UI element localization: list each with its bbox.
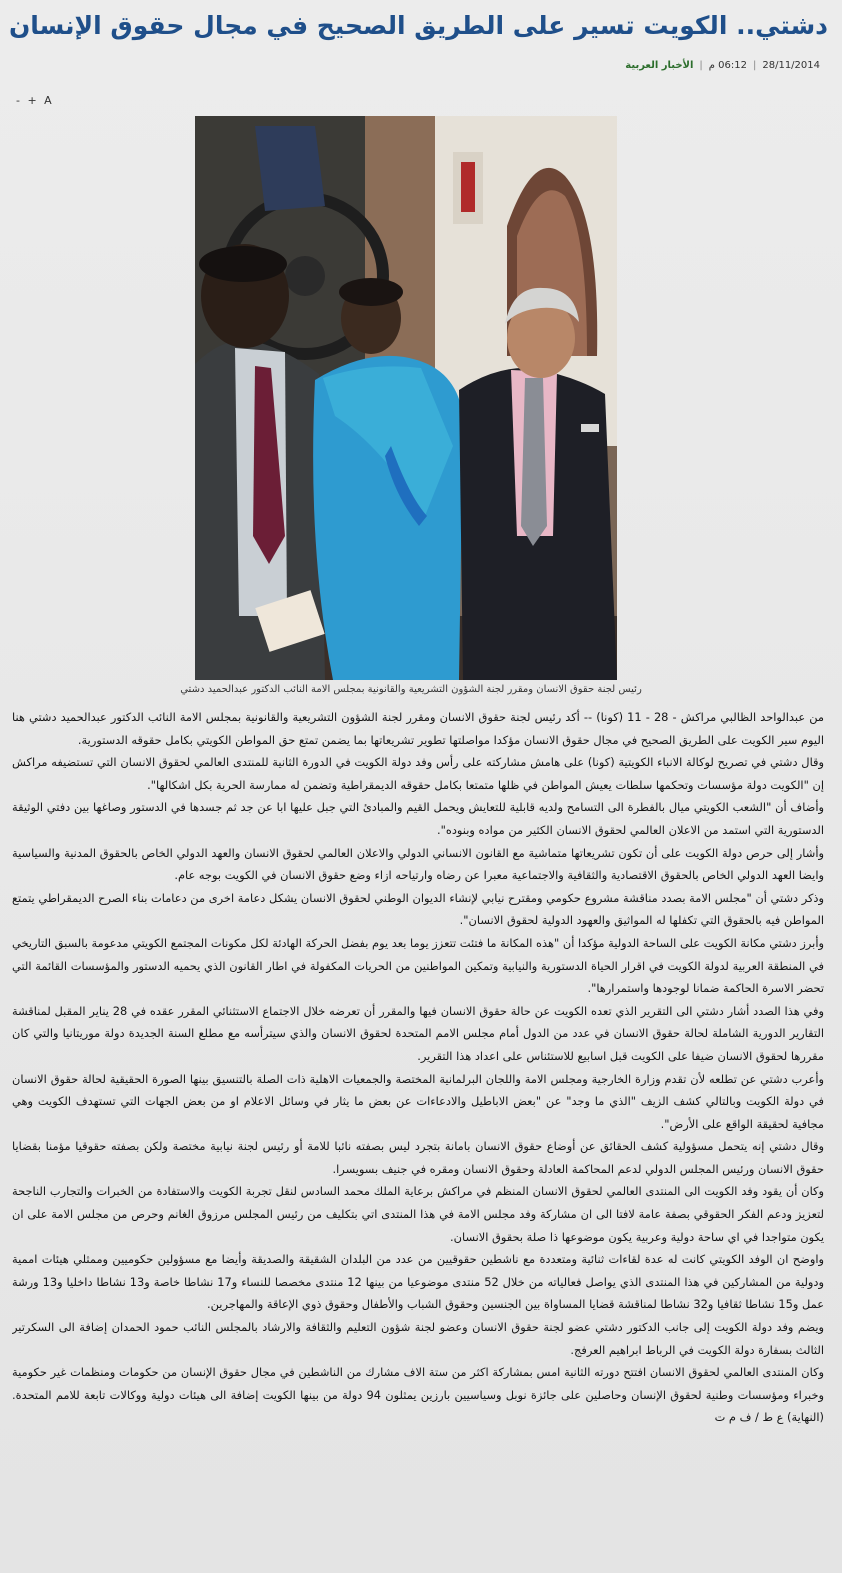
meta-separator: | xyxy=(752,60,757,71)
article-paragraph: وأبرز دشتي مكانة الكويت على الساحة الدولية مؤكدا أن "هذه المكانة ما فتئت تتعزز يوما بعد يوم بفضل الحركة الهادئة لكل مكونات المجتمع الكويتي مدعومة بالسبق التاريخي في المنطقة العربية لدولة الكويت في اقرار الحياة الدستورية والنيابية وتمكين المواطنين من الحريات المكفولة في اطار القانون الذي يحميه الدستور والمؤسسات القائمة التي تحضر الاسرة الحاكمة ضمانا لوجودها واستمرارها". xyxy=(12,935,824,996)
article-source[interactable]: الأخبار العربية xyxy=(625,60,694,71)
article-paragraph: وكان أن يقود وفد الكويت الى المنتدى العالمي لحقوق الانسان المنظم في مراكش برعاية الملك محمد السادس لنقل تجربة الكويت والاستفادة من الخبرات والتجارب الناجحة لتعزيز ودعم الفكر الحقوقي بصفة عامة لافتا الى ان مشاركة وفد مجلس الامة في هذا المنتدى اتي بتكليف من رئيس المجلس مرزوق الغانم وحرص من مجلس الامة على ان يكون متواجدا في اي ساحة دولية وعربية يكون موضوعها ذا صلة بحقوق الانسان. xyxy=(12,1184,824,1244)
article-paragraph: وأضاف أن "الشعب الكويتي ميال بالفطرة الى التسامح ولديه قابلية للتعايش ويحمل القيم والمبادئ التي جبل عليها ابا عن جد ثم جسدها في الدستور وصاغها بين دفتي الوثيقة الدستورية التي استمد من الاعلان العالمي لحقوق الانسان الكثير من مواده وبنوده". xyxy=(12,800,824,837)
article-paragraph: وقال دشتي في تصريح لوكالة الانباء الكويتية (كونا) على هامش مشاركته على رأس وفد دولة الكويت في الدورة الثانية للمنتدى العالمي لحقوق الانسان التي تستضيفه مراكش إن "الكويت دولة مؤسسات وتحكمها سلطات يعيش المواطن في ظلها متمتعا بكامل حقوقه الديمقراطية وتضمن له ممارسة الحرية بكل اشكالها". xyxy=(12,755,824,792)
photo-illustration xyxy=(195,116,617,680)
font-size-controls[interactable]: - + A xyxy=(16,94,54,107)
article-headline: دشتي.. الكويت تسير على الطريق الصحيح في مجال حقوق الإنسان xyxy=(8,11,828,40)
article-paragraph: واوضح ان الوفد الكويتي كانت له عدة لقاءات ثنائية ومتعددة مع ناشطين حقوقيين من عدد من البلدان الشقيقة والصديقة وأيضا مع مسؤولين حكوميين وممثلي هيئات اممية ودولية من المشاركين في هذا المنتدى الذي يواصل فعالياته من خلال 52 منتدى موضوعيا من بينها 12 منتدى مخصصا للنساء و17 نشاطا خاصة و13 نشاطا داخليا و13 ورشة عمل و15 نشاطا ثقافيا و32 نشاطا لمناقشة قضايا المساواة بين الجنسين وحقوق الشباب والأطفال وحقوق ذوي الإعاقة والمهاجرين. xyxy=(12,1252,824,1312)
article-body xyxy=(12,706,824,1567)
article-paragraph: وكان المنتدى العالمي لحقوق الانسان افتتح دورته الثانية امس بمشاركة اكثر من ستة الاف مشارك من الناشطين في مجال حقوق الإنسان من حكومات ومنظمات غير حكومية وخبراء ومؤسسات وطنية لحقوق الإنسان وحاصلين على جائزة نوبل وسياسيين بارزين يمثلون 94 دولة من بينها الكويت إضافة الى هيئات دولية ووكالات تابعة للامم المتحدة. (النهاية) ع ط / ف م ت xyxy=(12,1365,824,1425)
photo-caption: رئيس لجنة حقوق الانسان ومقرر لجنة الشؤون التشريعية والقانونية بمجلس الامة النائب الدكتور عبدالحميد دشتي xyxy=(180,684,642,695)
article-paragraph: وذكر دشتي أن "مجلس الامة بصدد مناقشة مشروع حكومي ومقترح نيابي لإنشاء الديوان الوطني لحقوق الانسان يشكل دعامة اخرى من دعامات بناء الصرح الديمقراطي يتمتع المواطن فيه بالحقوق التي تكفلها له المواثيق والعهود الدولية لحقوق الانسان". xyxy=(12,890,824,928)
article-paragraph: من عبدالواحد الظالبي مراكش - 28 - 11 (كونا) -- أكد رئيس لجنة حقوق الانسان ومقرر لجنة الشؤون التشريعية والقانونية بمجلس الامة النائب الدكتور عبدالحميد دشتي هنا اليوم سير الكويت على الطريق الصحيح في مجال حقوق الانسان مؤكدا مواصلتها تطوير تشريعاتها بما يضمن تمتع حق المواطن الكويتي بكامل حقوقه الدستورية. xyxy=(12,710,824,747)
meta-separator: | xyxy=(699,60,703,71)
article-paragraph: وأعرب دشتي عن تطلعه لأن تقدم وزارة الخارجية ومجلس الامة واللجان البرلمانية المختصة والجمعيات الاهلية ذات الصلة بالتنسيق بينها الصورة الحقيقية لحالة حقوق الانسان في دولة الكويت وبالتالي كشف الزيف "الذي ما وجد" عن "بعض الاباطيل والادعاءات عن بعض ما يثار في وسائل الاعلام او من بعض الجهات التي تستهدف الكويت وهي مجافية لحقيقة الواقع على الأرض". xyxy=(12,1071,824,1131)
article-photo xyxy=(195,116,617,680)
article-paragraph: وأشار إلى حرص دولة الكويت على أن تكون تشريعاتها متماشية مع القانون الانساني الدولي والاعلان العالمي لحقوق الانسان والعهد الدولي الخاص بالحقوق المدنية والسياسية وايضا العهد الدولي الخاص بالحقوق الاقتصادية والثقافية والاجتماعية معبرا عن رضاه وارتياحه ازاء وضع حقوق الانسان في الكويت بوجه عام. xyxy=(12,845,824,883)
article-paragraph: ويضم وفد دولة الكويت إلى جانب الدكتور دشتي عضو لجنة حقوق الانسان وعضو لجنة شؤون التعليم والثقافة والارشاد بالمجلس النائب حمود الحمدان إضافة الى السكرتير الثالث بسفارة دولة الكويت في الرباط ابراهيم العرفج. xyxy=(12,1320,824,1357)
article-meta xyxy=(625,60,820,78)
article-paragraph: وفي هذا الصدد أشار دشتي الى التقرير الذي تعده الكويت عن حالة حقوق الانسان فيها والمقرر أن تعرضه خلال الاجتماع الاستثنائي المقرر عقده في 28 يناير المقبل لمناقشة التقارير الدورية الشاملة لحالة حقوق الانسان في عدد من الدول أمام مجلس الامم المتحدة لحقوق الانسان والذي سيترأسه مع مطلع السنة الجديدة دولة موريتانيا والتي كان مقررها لحقوق الانسان ضيفا على الكويت قبل اسابيع للاستئناس على اعداد هذا التقرير. xyxy=(12,1003,824,1063)
article-paragraph: وقال دشتي إنه يتحمل مسؤولية كشف الحقائق عن أوضاع حقوق الانسان بامانة بتجرد ليس بصفته نائبا للامة أو رئيس لجنة نيابية مختصة ولكن بصفته حقوقيا مؤمنا بقضايا حقوق الانسان ورئيس المجلس الدولي لدعم المحاكمة العادلة وحقوق الانسان ومقره في جنيف بسويسرا. xyxy=(12,1139,824,1176)
article-time: 06:12 م xyxy=(708,60,747,71)
article-date: 28/11/2014 xyxy=(762,60,820,71)
